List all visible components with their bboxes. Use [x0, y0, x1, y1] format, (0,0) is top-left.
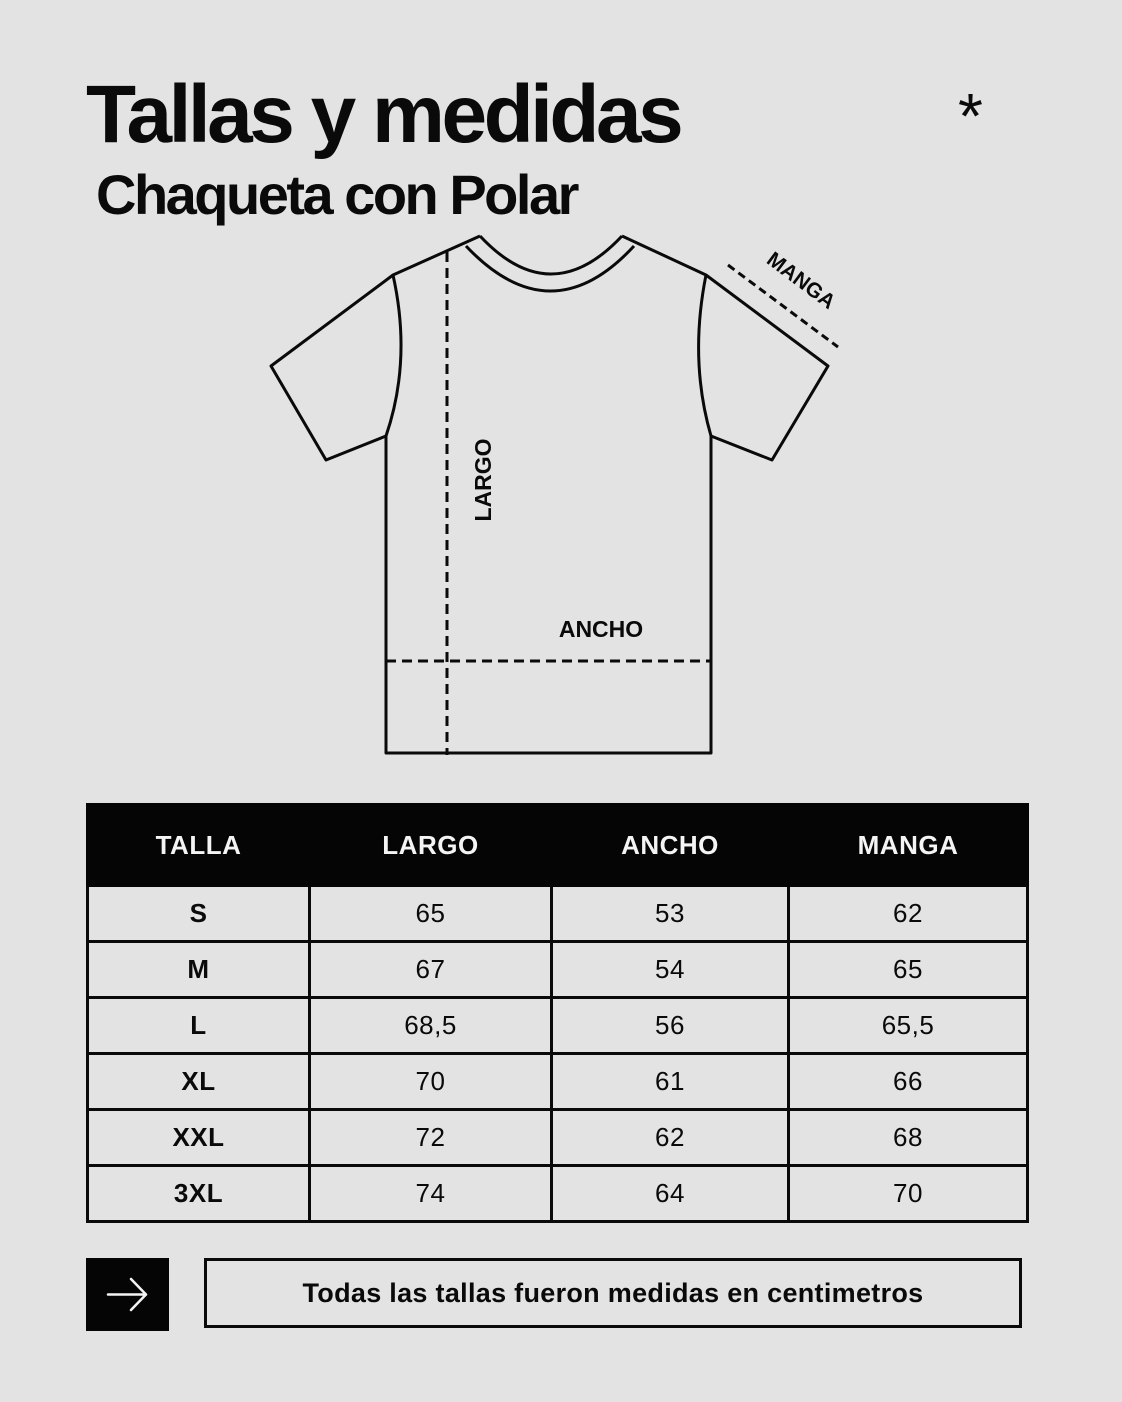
size-cell: L [88, 998, 310, 1054]
manga-label: MANGA [762, 247, 840, 314]
measurement-note-text: Todas las tallas fueron medidas en centimetros [302, 1277, 924, 1308]
ancho-cell: 64 [552, 1166, 789, 1222]
largo-label: LARGO [470, 438, 496, 522]
ancho-cell: 62 [552, 1110, 789, 1166]
column-header-manga: MANGA [789, 805, 1028, 886]
size-cell: M [88, 942, 310, 998]
measurement-note [204, 1258, 1022, 1328]
column-header-talla: TALLA [88, 805, 310, 886]
table-row [88, 998, 1028, 1054]
size-cell: 3XL [88, 1166, 310, 1222]
ancho-label: ANCHO [558, 616, 644, 642]
largo-cell: 74 [310, 1166, 552, 1222]
asterisk-icon: * [958, 80, 983, 152]
ancho-cell: 53 [552, 886, 789, 942]
arrow-button[interactable] [86, 1258, 169, 1331]
table-row [88, 886, 1028, 942]
size-cell: XL [88, 1054, 310, 1110]
largo-cell: 70 [310, 1054, 552, 1110]
left-sleeve-seam [386, 275, 401, 436]
size-cell: S [88, 886, 310, 942]
tshirt-outline [271, 236, 828, 753]
table-row [88, 1054, 1028, 1110]
product-subtitle: Chaqueta con Polar [96, 163, 577, 226]
manga-cell: 62 [789, 886, 1028, 942]
manga-cell: 65,5 [789, 998, 1028, 1054]
largo-cell: 67 [310, 942, 552, 998]
ancho-cell: 56 [552, 998, 789, 1054]
manga-cell: 65 [789, 942, 1028, 998]
table-header-row [88, 805, 1028, 886]
page-title: Tallas y medidas [86, 69, 681, 160]
size-table [86, 803, 1029, 1223]
ancho-cell: 61 [552, 1054, 789, 1110]
table-row [88, 1166, 1028, 1222]
tshirt-collar [466, 236, 634, 291]
size-cell: XXL [88, 1110, 310, 1166]
ancho-cell: 54 [552, 942, 789, 998]
manga-cell: 70 [789, 1166, 1028, 1222]
column-header-ancho: ANCHO [552, 805, 789, 886]
manga-cell: 66 [789, 1054, 1028, 1110]
largo-cell: 68,5 [310, 998, 552, 1054]
right-sleeve-seam [699, 275, 711, 436]
largo-cell: 65 [310, 886, 552, 942]
largo-cell: 72 [310, 1110, 552, 1166]
table-row [88, 942, 1028, 998]
column-header-largo: LARGO [310, 805, 552, 886]
arrow-right-icon [86, 1258, 169, 1331]
table-row [88, 1110, 1028, 1166]
manga-cell: 68 [789, 1110, 1028, 1166]
